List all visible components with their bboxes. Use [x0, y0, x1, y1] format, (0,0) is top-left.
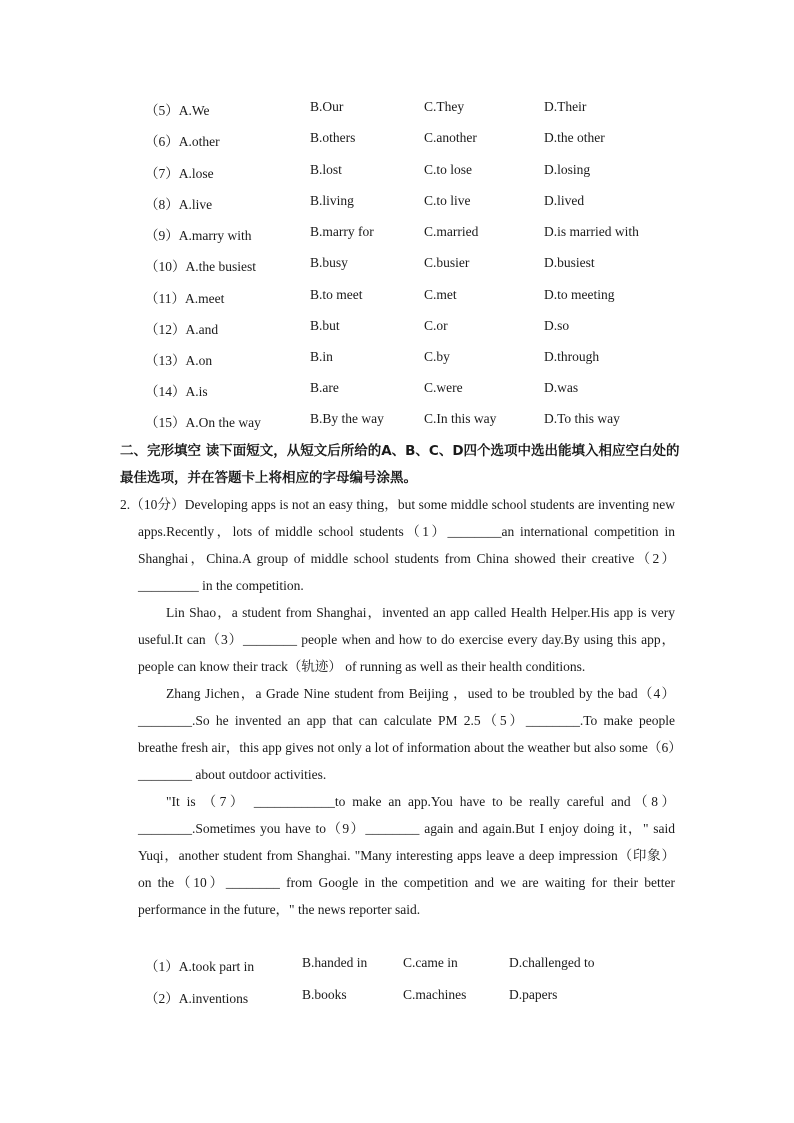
- option-b: B.books: [302, 987, 347, 1002]
- option-row-12: [0, 318, 794, 340]
- option-a: （5）A.We: [145, 103, 210, 118]
- option-row-15: [0, 411, 794, 433]
- option-c: C.They: [424, 99, 465, 114]
- option-a: （2）A.inventions: [145, 991, 249, 1006]
- option-a: （13）A.on: [145, 353, 213, 368]
- option-row-10: [0, 255, 794, 277]
- option-row-9: [0, 224, 794, 246]
- option-c: C.married: [424, 224, 479, 239]
- passage-paragraph-1: 2.（10分）Developing apps is not an easy thing，but some middle school students are inventing new apps.Recently，lots of middle school students（1）________an international competition in Shanghai，China.A group of middle school students from China showed their creative（2）_________ in the competition.: [120, 497, 675, 593]
- option-row-6: [0, 130, 794, 152]
- option-b: B.living: [310, 193, 354, 208]
- option-d: D.To this way: [544, 411, 620, 426]
- option-d: D.the other: [544, 130, 605, 145]
- option-d: D.is married with: [544, 224, 639, 239]
- option-b: B.but: [310, 318, 340, 333]
- option-d: D.to meeting: [544, 287, 615, 302]
- option-b: B.lost: [310, 162, 342, 177]
- option-d: D.losing: [544, 162, 591, 177]
- option-a: （8）A.live: [145, 197, 213, 212]
- option-a: （15）A.On the way: [145, 415, 261, 430]
- option-a: （14）A.is: [145, 384, 208, 399]
- option-b: B.others: [310, 130, 356, 145]
- option-b: B.Our: [310, 99, 344, 114]
- passage-paragraph-4: "It is （7） ____________to make an app.You have to be really careful and（8）________.Sometimes you have to（9）________ again and again.But I enjoy doing it，" said Yuqi，another student from Shanghai. "Many interesting apps leave a deep impression（印象）on the（10）________ from Google in the competition and we are waiting for their better performance in the future，" the news reporter said.: [138, 794, 675, 917]
- option-d: D.challenged to: [509, 955, 595, 970]
- option-c: C.machines: [403, 987, 467, 1002]
- option-c: C.met: [424, 287, 457, 302]
- option-c: C.or: [424, 318, 448, 333]
- option-row-5: [0, 99, 794, 121]
- option-b: B.handed in: [302, 955, 368, 970]
- option-b: B.By the way: [310, 411, 384, 426]
- option-c: C.In this way: [424, 411, 497, 426]
- option-c: C.busier: [424, 255, 470, 270]
- option-row-8: [0, 193, 794, 215]
- option-row-7: [0, 162, 794, 184]
- option-b: B.marry for: [310, 224, 374, 239]
- option-a: （12）A.and: [145, 322, 219, 337]
- passage-paragraph-2: Lin Shao，a student from Shanghai，invented an app called Health Helper.His app is very useful.It can（3）________ people when and how to do exercise every day.By using this app，people can know their track（轨迹） of running as well as their health conditions.: [138, 605, 675, 674]
- section-heading: 二、完形填空 读下面短文，从短文后所给的A、B、C、D四个选项中选出能填入相应空白处的最佳选项，并在答题卡上将相应的字母编号涂黑。: [120, 443, 680, 486]
- option-c: C.another: [424, 130, 477, 145]
- option-d: D.busiest: [544, 255, 595, 270]
- option-d: D.so: [544, 318, 570, 333]
- option-row-11: [0, 287, 794, 309]
- option-d: D.Their: [544, 99, 587, 114]
- option-row-14: [0, 380, 794, 402]
- option-b: B.are: [310, 380, 339, 395]
- option-c: C.to live: [424, 193, 471, 208]
- option-c: C.were: [424, 380, 463, 395]
- option-row-13: [0, 349, 794, 371]
- option-d: D.papers: [509, 987, 558, 1002]
- option-c: C.came in: [403, 955, 458, 970]
- option-d: D.lived: [544, 193, 585, 208]
- option-c: C.to lose: [424, 162, 473, 177]
- option-b: B.in: [310, 349, 333, 364]
- cloze-passage: [120, 491, 675, 923]
- option-a: （9）A.marry with: [145, 228, 252, 243]
- option-b: B.to meet: [310, 287, 363, 302]
- option-c: C.by: [424, 349, 450, 364]
- option-a: （6）A.other: [145, 134, 220, 149]
- option-d: D.through: [544, 349, 600, 364]
- passage-paragraph-3: Zhang Jichen，a Grade Nine student from Beijing ，used to be troubled by the bad（4）________.So he invented an app that can calculate PM 2.5（5）________.To make people breathe fresh air，this app gives not only a lot of information about the weather but also some（6）________ about outdoor activities.: [138, 686, 675, 782]
- option-a: （10）A.the busiest: [145, 259, 256, 274]
- option-a: （11）A.meet: [145, 291, 225, 306]
- option-a: （7）A.lose: [145, 166, 214, 181]
- option-b: B.busy: [310, 255, 348, 270]
- option-d: D.was: [544, 380, 579, 395]
- option-a: （1）A.took part in: [145, 959, 255, 974]
